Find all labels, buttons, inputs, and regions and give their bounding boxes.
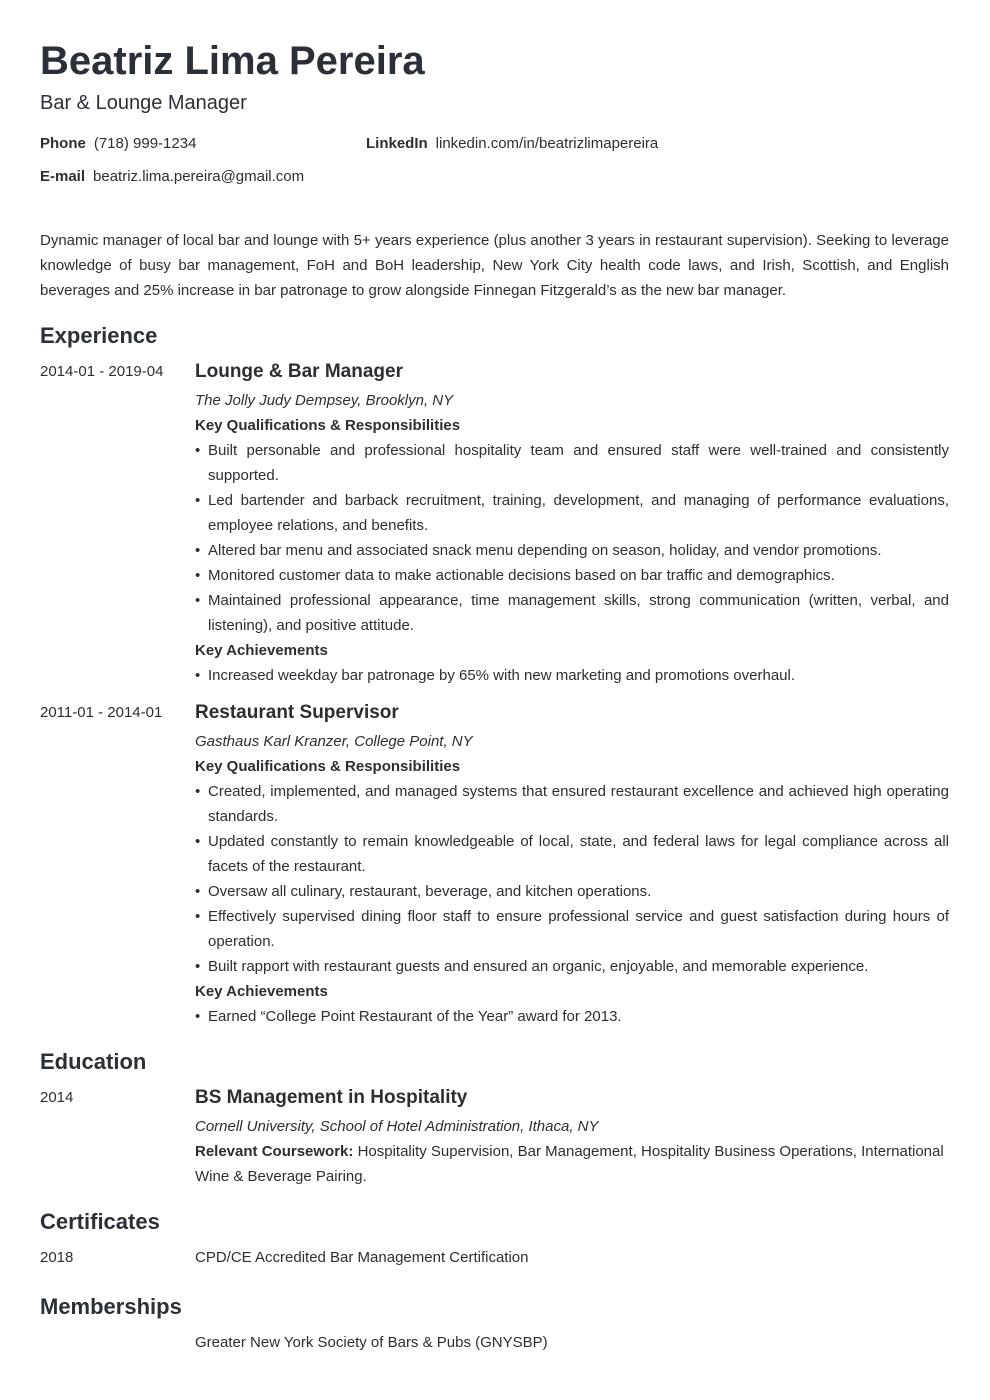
phone-label: Phone — [40, 135, 86, 152]
achievements-list — [195, 1004, 949, 1029]
list-item: • Monitored customer data to make actionable decisions based on bar traffic and demographics. — [195, 563, 949, 588]
candidate-name: Beatriz Lima Pereira — [40, 39, 425, 83]
profile-summary: Dynamic manager of local bar and lounge with 5+ years experience (plus another 3 years in restaurant supervision). Seeking to leverage knowledge of busy bar management, FoH and BoH leadership, New York City health code laws, and Irish, Scottish, and English beverages and 25% increase in bar patronage to grow alongside Finnegan Fitzgerald’s as the new bar manager. — [40, 232, 949, 299]
job-dates: 2011-01 - 2014-01 — [40, 704, 163, 721]
linkedin-label: LinkedIn — [366, 135, 428, 152]
achievements-list — [195, 663, 949, 688]
responsibilities-heading: Key Qualifications & Responsibilities — [195, 417, 461, 434]
job-role: Lounge & Bar Manager — [195, 361, 403, 382]
certificate-year: 2018 — [40, 1249, 74, 1266]
contact-email — [40, 168, 304, 186]
job-company: The Jolly Judy Dempsey, Brooklyn, NY — [195, 392, 454, 409]
achievements-heading: Key Achievements — [195, 642, 328, 659]
list-item: • Earned “College Point Restaurant of the Year” award for 2013. — [195, 1004, 949, 1029]
list-item: • Built personable and professional hospitality team and ensured staff were well-trained and consistently supported. — [195, 438, 949, 488]
list-item: • Oversaw all culinary, restaurant, beverage, and kitchen operations. — [195, 879, 949, 904]
email-link[interactable]: beatriz.lima.pereira@gmail.com — [93, 168, 305, 185]
job-title: Bar & Lounge Manager — [40, 92, 247, 114]
job-details — [195, 700, 949, 1029]
membership-year-empty — [40, 1330, 195, 1355]
list-item: • Effectively supervised dining floor staff to ensure professional service and guest satisfaction during hours of operation. — [195, 904, 949, 954]
contact-phone — [40, 135, 196, 153]
school-name: Cornell University, School of Hotel Administration, Ithaca, NY — [195, 1118, 599, 1135]
list-item: • Created, implemented, and managed systems that ensured restaurant excellence and achieved high operating standards. — [195, 779, 949, 829]
contact-info — [40, 135, 949, 201]
list-item: • Maintained professional appearance, time management skills, strong communication (written, verbal, and listening), and positive attitude. — [195, 588, 949, 638]
list-item: • Increased weekday bar patronage by 65% with new marketing and promotions overhaul. — [195, 663, 949, 688]
experience-entry — [40, 359, 949, 688]
job-role: Restaurant Supervisor — [195, 702, 399, 723]
certificate-entry — [40, 1245, 949, 1270]
education-entry — [40, 1085, 949, 1189]
education-details — [195, 1085, 949, 1189]
responsibilities-heading: Key Qualifications & Responsibilities — [195, 758, 461, 775]
linkedin-link[interactable]: linkedin.com/in/beatrizlimapereira — [435, 135, 659, 152]
list-item: • Altered bar menu and associated snack menu depending on season, holiday, and vendor promotions. — [195, 538, 949, 563]
job-details — [195, 359, 949, 688]
experience-entry — [40, 700, 949, 1029]
job-dates: 2014-01 - 2019-04 — [40, 363, 164, 380]
membership-entry — [40, 1330, 949, 1355]
membership-name: Greater New York Society of Bars & Pubs (GNYSBP) — [195, 1334, 548, 1351]
contact-linkedin — [366, 135, 658, 153]
list-item: • Led bartender and barback recruitment, training, development, and managing of performance evaluations, employee relations, and benefits. — [195, 488, 949, 538]
responsibilities-list — [195, 779, 949, 979]
coursework-label: Relevant Coursework: — [195, 1143, 354, 1160]
responsibilities-list — [195, 438, 949, 638]
list-item: • Built rapport with restaurant guests and ensured an organic, enjoyable, and memorable experience. — [195, 954, 949, 979]
achievements-heading: Key Achievements — [195, 983, 328, 1000]
email-label: E-mail — [40, 168, 86, 185]
phone-value: (718) 999-1234 — [93, 135, 197, 152]
education-heading: Education — [40, 1049, 147, 1074]
education-year: 2014 — [40, 1089, 74, 1106]
job-company: Gasthaus Karl Kranzer, College Point, NY — [195, 733, 473, 750]
memberships-heading: Memberships — [40, 1294, 182, 1319]
coursework-value: Hospitality Supervision, Bar Management, Hospitality Business Operations, International Wine & Beverage Pairing. — [195, 1143, 944, 1185]
certificates-heading: Certificates — [40, 1209, 160, 1234]
certificate-name: CPD/CE Accredited Bar Management Certification — [195, 1249, 529, 1266]
degree-name: BS Management in Hospitality — [195, 1087, 468, 1108]
list-item: • Updated constantly to remain knowledgeable of local, state, and federal laws for legal compliance across all facets of the restaurant. — [195, 829, 949, 879]
experience-heading: Experience — [40, 323, 158, 348]
coursework — [195, 1139, 949, 1189]
